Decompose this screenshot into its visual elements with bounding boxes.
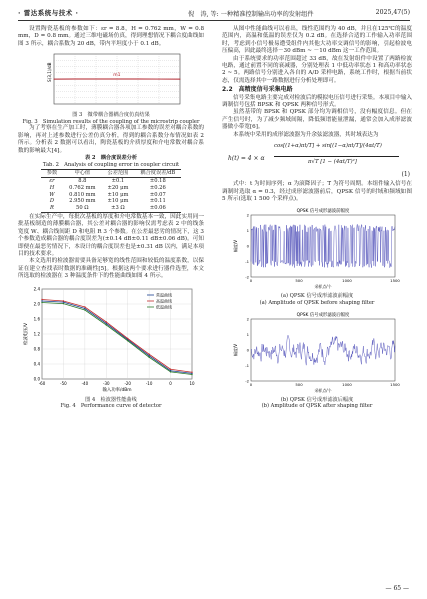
table-cell: ±0.07 [149,191,166,198]
chart-title: QPSK 信号成形滤波后幅度 [296,312,350,318]
y-tick-label: 0.0 [33,376,40,382]
signal-trace [251,225,395,268]
data-point [84,307,85,308]
data-point [96,79,97,80]
table-row [41,192,181,199]
data-point [191,371,192,372]
x-tick-label: -50 [60,380,67,386]
table-header-row [41,170,181,178]
data-point [138,79,139,80]
y-tick-label: 1 [246,228,249,234]
data-point [75,79,76,80]
paragraph: 在实际生产中，每批次基板的厚度和介电常数基本一致，因此实用同一批基板制造的薄膜耦合器，其公差对耦合器的影响仅需考虑表 2 中的线条宽度 W、耦合线间距 D 和电阻 R 3 个参数。在公差最恶劣的情况下，这 3 个参数造成耦合器的耦合度误差为(±0.14 dB±0.11 dB±0.06 dB)。可知即便在最恶劣情况下，本设计的耦合度误差也是±0.31 dB 以内，满足本项目的技术要求。 [18,214,204,258]
table-header-cell: 参数 [46,170,58,177]
y-axis-label: 幅度/V [233,343,238,356]
figure-5a-chart [233,205,401,293]
paragraph: 为了考察在生产加工时，薄膜耦合器各项加工参数的误差对耦合系数的影响，再对上述参数进行公差仿真分析，得到的耦合系数分布情况如表 2 所示。分析表 2 数据可以看出，陶瓷基板的介质厚度和介电常数对耦合系数的影响最大[4]。 [18,125,204,154]
table-row [41,205,181,212]
paragraph: 本系统中采用的成形滤波器为升余弦滤波器，其时域表达为 [233,131,379,138]
figure-5b-chart [233,309,401,397]
left-column [18,26,204,410]
figure-4-chart [22,283,200,397]
y-tick-label: 2.4 [33,286,40,292]
y-tick-label: 0.4 [33,361,40,367]
figure-3-chart [36,50,186,112]
series-line [42,302,192,374]
paragraph: 虽然基带的 BPSK 和 QPSK 部分均为调相信号，没有幅度信息。但在产生信号时，为了减少频域间隔，降低频谱能量泄漏，通常会加入成形滤波器做小带宽[6]。 [222,109,412,131]
table-cell: ±0.11 [149,198,166,205]
table-title: 表 2 耦合度误差分析 [84,155,138,162]
issue-number: 2025,47(5) [375,9,410,16]
x-tick-label: 1000 [342,381,352,387]
table-cell: ±0.06 [149,205,166,212]
y-tick-label: 2.0 [33,301,40,307]
chart-title: QPSK 信号成形滤波前幅度 [296,209,350,215]
data-point [148,353,149,354]
eq-numerator: cos[(1+α)πt/T] + sin[(1−α)πt/T]/(4αt/T) [274,143,382,150]
marker-label: m1 [113,73,121,79]
x-axis-label: 输入功率/dBm [102,387,132,393]
x-tick-label: 500 [295,381,303,387]
y-tick-label: -1 [245,362,249,368]
x-tick-label: 500 [295,278,303,284]
table-cell: ±0.18 [149,178,166,185]
eq-number: (1) [401,171,410,179]
data-point [63,300,64,301]
table-cell: ±0.1 [111,178,125,185]
figure-caption-en: (b) Amplitude of QPSK after shaping filter [261,403,373,410]
data-point [159,79,160,80]
y-tick-label: -2 [245,274,249,280]
x-tick-label: 0 [249,381,253,387]
page-header [18,6,410,21]
data-point [170,368,171,369]
y-tick-label: -2 [245,378,249,383]
x-tick-label: -20 [124,380,131,386]
y-tick-label: 1.2 [33,331,40,337]
data-point [117,79,118,80]
y-axis-label: 检波电压/V [24,322,29,345]
figure-caption: 图 4 检波器性能曲线 [85,396,137,403]
x-axis-label: 采样点/个 [314,284,332,290]
paragraph: 设置陶瓷基板的参数如下：εr = 8.8，H = 0.762 mm，W = 0.8 mm，D = 0.8 mm。通过三维电磁场仿真，得到理想情况下耦合度曲线如图 3 所示，耦合系数为 20 dB，带内平坦度小于 0.1 dB。 [18,26,204,47]
series-line [42,301,192,373]
figure-caption-en: (a) Amplitude of QPSK before shaping filter [259,299,375,306]
table-cell: 50 Ω [76,205,89,212]
table-cell: ±3 Ω [111,205,125,212]
data-point [41,301,42,302]
data-point [106,321,107,322]
qpsk-before-chart [233,205,401,293]
y-tick-label: 0 [246,347,249,352]
journal-name: · 雷达系统与技术 · [18,9,79,17]
section-heading: 2.2 高精度信号采集电路 [222,86,293,94]
legend-label: 低温曲线 [156,304,172,310]
figure-caption-en: Fig. 4 Performance curve of detector [60,403,162,410]
data-point [84,306,85,307]
y-axis-label: 幅度/V [233,240,238,253]
data-point [41,300,42,301]
table-title-en: Tab. 2 Analysis of coupling error in coupler circuit [42,161,180,168]
table-cell: ±20 μm [107,184,129,191]
paragraph: 本文选用的检波器需要具备足够宽的线性范围和较低的温度系数，以保证在建立查找表时数据的准确性[5]。根据这两个要求进行器件选型，本文所选取的检波器在 3 种温度条件下的性能曲线如图 4 所示。 [18,258,204,280]
x-tick-label: -10 [145,380,153,386]
y-axis-label: S(3,1)/dB [47,62,52,83]
series-line [42,299,192,372]
data-point [106,322,107,323]
x-tick-label: 0 [249,278,253,284]
data-point [170,371,171,372]
y-tick-label: 2 [246,212,249,218]
data-point [127,337,128,338]
eq-denominator: π√T [1 − (4αt/T)²] [308,159,357,166]
table-cell: 0.762 mm [69,184,96,191]
signal-trace [251,335,395,365]
data-point [106,324,107,325]
data-point [54,79,55,80]
table-cell: H [49,184,55,191]
data-point [41,298,42,299]
table-cell: ±10 μm [107,191,129,198]
plot-frame [251,215,395,277]
data-point [127,340,128,341]
article-running-title: 倪 涛, 等: 一种精准控制输出功率的发射组件 [188,11,314,18]
table-header-cell: 耦合度误差/dB [140,170,176,177]
y-tick-label: 0 [246,243,249,249]
figure-caption-en: Fig. 3 Simulation results of the coupling of the microstrip coupler [22,118,200,125]
plot-frame [251,319,395,381]
table-cell: εr [49,178,55,185]
table-cell: W [49,191,55,198]
table-cell: 0.810 mm [69,191,96,198]
eq-lhs: h(t) = 4 × α [228,155,265,163]
x-tick-label: 10 [189,380,195,386]
table-cell: 2.950 mm [69,198,96,205]
x-tick-label: -30 [103,380,110,386]
page-number: — 65 — [385,585,409,592]
y-tick-label: 1.6 [33,316,40,322]
coupling-error-table [41,169,181,213]
legend-label: 高温曲线 [156,298,172,304]
x-tick-label: 1000 [342,278,352,284]
legend-label: 常温曲线 [156,292,172,298]
table-row [41,178,181,185]
data-point [180,79,181,80]
table-cell: ±10 μm [107,198,129,205]
table-cell: D [49,198,55,205]
y-tick-label: 1 [246,331,249,337]
eq-fraction-bar [274,156,399,157]
data-point [148,355,149,356]
detector-chart [22,283,200,397]
paragraph: 从图中性能曲线可以看出，线性范围约为 40 dB，并且在125℃的温度范围内，高温和低温的误差仅为 0.2 dB。在选择合适的工作输入功率范围时，考虑到小信号极易遭受组件内其他大功率交调信号的影响，引起检波电压偏高，因此最终选择－30 dBm ~ －10 dBm 这一工作范围。 [222,26,412,55]
figure-caption: (a) QPSK 信号成形滤波前幅度 [280,293,354,300]
table-cell: R [50,205,54,212]
table-cell: ±0.26 [149,184,166,191]
equation-1 [222,139,412,181]
data-point [148,356,149,357]
table-body [41,178,181,213]
table-row [41,198,181,205]
table-header-cell: 公差范围 [107,170,129,177]
table-cell: 8.8 [78,178,87,185]
y-tick-label: -1 [245,259,249,265]
data-point [63,303,64,304]
figure-caption: (b) QPSK 信号成形滤波后幅度 [280,396,354,403]
table-row [41,185,181,192]
table-header-cell: 中心值 [74,170,91,177]
paragraph: 由于系统要求的功率范围超过 33 dB，故在发射组件中设置了两路检波电路，通过前置不同的衰减器，分别处理表 1 中低功率状态 1 和高功率状态 2 ~ 5。两路信号分别进入各自的 A/D 采样电路，系统工作时，根据当前状态，仅需选择其中一路数据进行分析处理即可。 [222,55,412,84]
x-axis-label: 采样点/个 [314,387,332,393]
x-tick-label: 1500 [390,278,400,284]
data-point [84,309,85,310]
paragraph: 信号采集电路主要完成对检波后的模拟电压信号进行采集。本项目中输入调制信号包括 BPSK 和 QPSK 两种信号形式。 [222,94,413,109]
x-tick-label: 1500 [390,381,400,387]
y-tick-label: 2 [246,316,249,321]
right-column [222,26,412,410]
figure-caption: 图 3 微带耦合器耦合度仿真结果 [72,112,150,119]
coupling-chart [36,50,186,112]
data-point [191,373,192,374]
x-tick-label: -40 [81,380,89,386]
y-tick-label: 0.8 [33,346,40,352]
qpsk-after-chart [233,309,401,397]
x-tick-label: -60 [38,380,46,386]
paragraph: 式中：t 为时间序列；α 为滚降因子；T 为符号周期。本组件输入信号在调制时选取 α = 0.3，经过成形滤波器前后，QPSK 信号的时域和频域如图 5 所示(选取 1 500 个采样点)。 [222,181,412,202]
x-tick-label: 0 [169,380,172,386]
